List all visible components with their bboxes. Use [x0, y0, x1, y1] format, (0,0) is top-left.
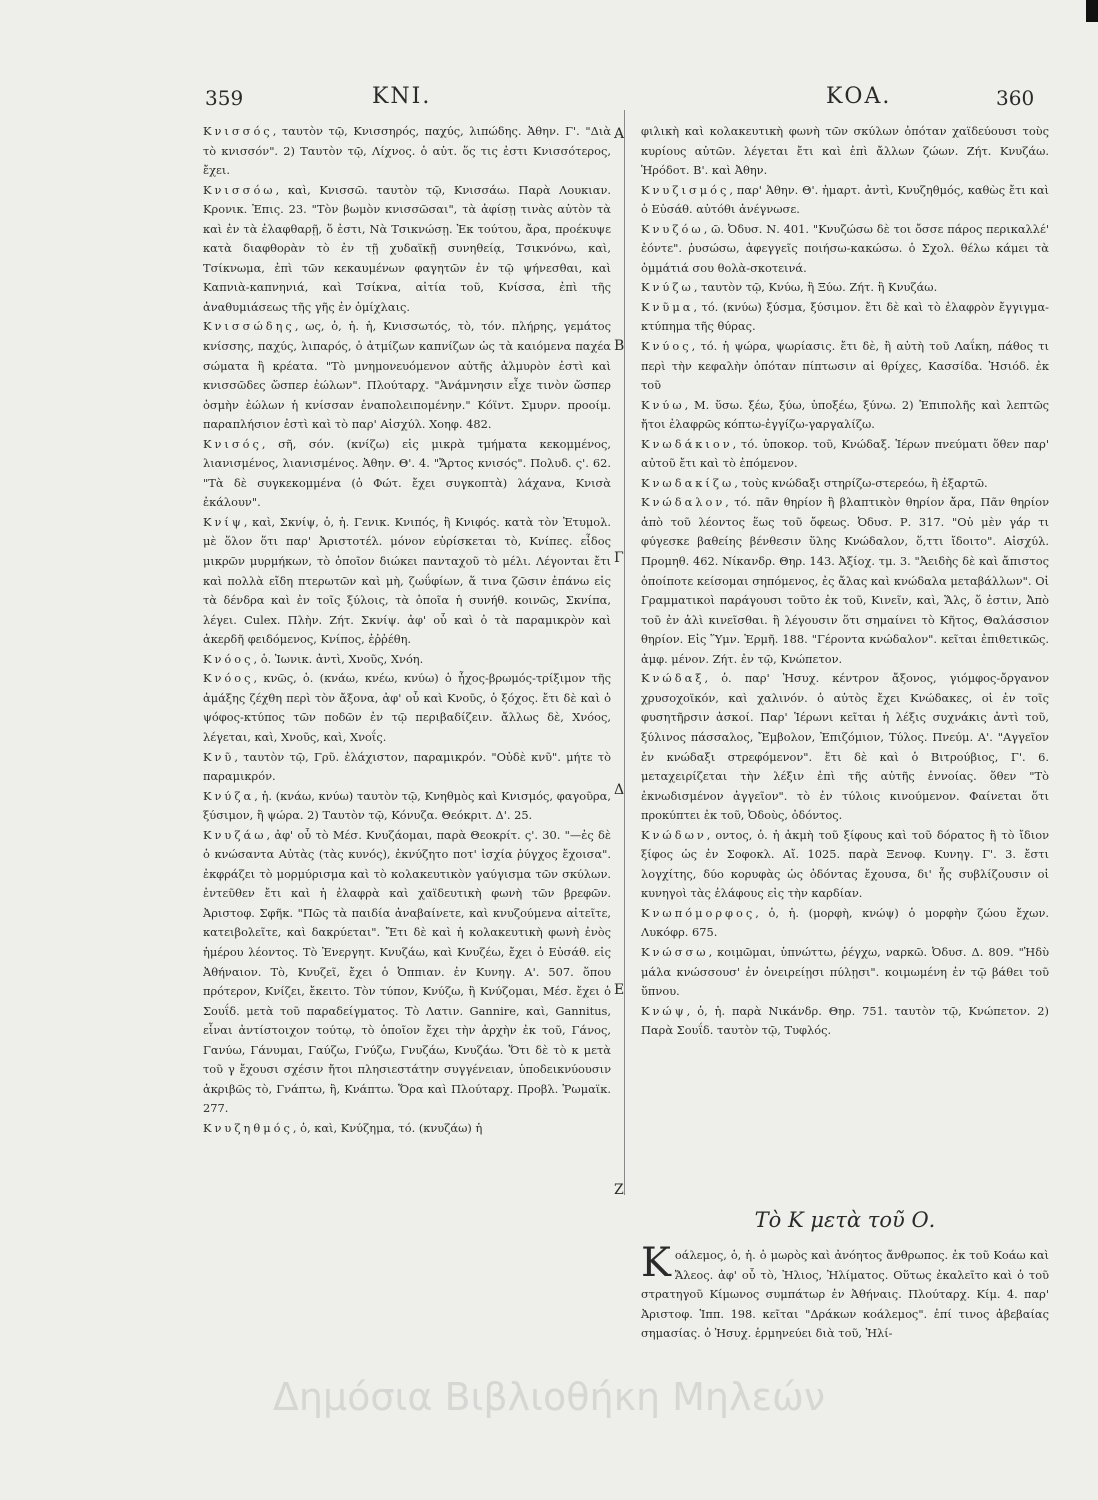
headword: Κνόος	[203, 671, 254, 686]
dictionary-entry	[641, 1002, 1049, 1041]
left-page-number: 359	[205, 86, 244, 110]
headword: Κνυζόω	[641, 221, 704, 236]
margin-letter: Γ	[614, 550, 624, 566]
headword: Κνώδαξ	[641, 671, 705, 686]
definition: , ῶ. Ὀδυσ. Ν. 401. "Κνυζώσω δὲ τοι ὄσσε πάρος περικαλλέ' ἐόντε". ῥυσώσω, ἀφεγγεῖς ποιήσω-κακώσω. ὁ Σχολ. θέλω κάμει τὰ ὀμμάτιά σου θολὰ-σκοτεινά.	[641, 221, 1049, 275]
margin-letter: Β	[614, 338, 625, 354]
definition: , ως, ὁ, ἡ. ἡ, Κνισσωτός, τὸ, τόν. πλήρης, γεμάτος κνίσσης, παχύς, λιπαρός, ὁ ἀτμίζων καπνίζων ὡς τὰ καιόμενα παχέα σώματα ἢ κρέατα. "Τὸ μνημονευόμενον αὐτῆς ἀλμυρὸν ἐστὶ καὶ κνισσῶδες ὥσπερ ἐώλων". Πλούταρχ. "Ἀνάμνησιν εἶχε τινὸν ὥσπερ ὀσμὴν ἐώλων ἡ κνίσσαν ἐναπολειπομένην." Κόϊντ. Σμυρν. προοίμ. παραπλήσιον ἐστὶ καὶ τὸ παρ' Αἰσχύλ. Χοηφ. 482.	[203, 319, 611, 432]
dictionary-entry	[641, 220, 1049, 279]
dictionary-entry	[203, 317, 611, 434]
dictionary-entry	[641, 181, 1049, 220]
definition: , ἀφ' οὗ τὸ Μέσ. Κνυζάομαι, παρὰ Θεοκρίτ. ς'. 30. "—ἐς δὲ ὁ κνώσαντα Αὐτὰς (τὰς κυνός), ἐκνύζητο ποτ' ἰσχία ῥύγχος ἔχοισα". ἐκφράζει τὸ μορμύρισμα καὶ τὸ κολακευτικὸν γαύγισμα τῶν σκύλων. ἐντεῦθεν ἔτι καὶ ἡ ἐλαφρὰ καὶ χαϊδευτικὴ φωνὴ τῶν βρεφῶν. Ἀριστοφ. Σφῆκ. "Πῶς τὰ παιδία ἀναβαίνετε, καὶ κνυζούμενα αἰτεῖτε, κατειβολεῖτε, καὶ δακρύεται". Ἔτι δὲ καὶ ἡ κολακευτικὴ φωνὴ ἐνὸς ἡμέρου λέοντος. Τὸ Ἐνεργητ. Κνυζάω, καὶ Κνυζέω, ἔχει ὁ Εὐσάθ. εἰς Ἀθήναιον. Τὸ, Κνυζεῖ, ἔχει ὁ Ὀππιαν. ἐν Κυνηγ. Α'. 507. ὅπου πρότερον, Κνίζει, ἔκειτο. Τὸν τύπον, Κνύζω, ἢ Κνύζομαι, Μέσ. ἔχει ὁ Σουΐδ. μετὰ τοῦ παραδείγματος. Τὸ Λατιν. Gannire, καὶ, Gannitus, εἶναι ἀντίστοιχον τούτῳ, τὸ ὁποῖον ἔχει τὴν ἀρχὴν ἐκ τοῦ, Γάνος, Γανύω, Γάνυμαι, Γαύζω, Γνύζω, Γνυζάω, Κνυζάω. Ὅτι δὲ τὸ κ μετὰ τοῦ γ ἔχουσι σχέσιν ἤτοι πλησιεστάτην συγγένειαν, ὑποδεικνύουσιν ἀκριβῶς τὸ, Γνάπτω, ἢ, Κνάπτω. Ὅρα καὶ Πλούταρχ. Προβλ. Ῥωμαϊκ. 277.	[203, 827, 611, 1116]
dictionary-entry	[641, 904, 1049, 943]
dictionary-entry	[203, 122, 611, 181]
dictionary-entry	[203, 181, 611, 318]
definition: , τό. πᾶν θηρίον ἢ βλαπτικὸν θηρίον ἄρα, Πᾶν θηρίον ἀπὸ τοῦ λέοντος ἕως τοῦ ὄφεως. Ὀδυσ. Ρ. 317. "Οὐ μὲν γάρ τι φύγεσκε βαθείης βένθεσιν ὕλης Κνώδαλον, ὅ,ττι ἴδοιτο". Αἰσχύλ. Προμηθ. 462. Νίκανδρ. Θηρ. 143. Ἀξίοχ. τμ. 3. "Ἀειδὴς δὲ καὶ ἄπιστος ὁποίποτε κείσομαι σηπόμενος, ἐς ἄλας καὶ κνώδαλα μεταβάλλων". Οἱ Γραμματικοὶ παράγουσι τοῦτο ἐκ τοῦ, Κινεῖν, καὶ, Ἅλς, ὅ ἐστιν, Ἀπὸ τοῦ ἐν ἁλὶ κινεῖσθαι. ἢ λέγουσιν ὅτι σημαίνει τὸ Κῆτος, Θαλάσσιον θηρίον. Εἰς Ὕμν. Ἑρμῆ. 188. "Γέροντα κνώδαλον". κεῖται ἐπιθετικῶς. ἀμφ. μένον. Ζήτ. ἐν τῷ, Κνώπετον.	[641, 495, 1049, 666]
right-page-number: 360	[996, 86, 1035, 110]
definition: , ὁ, ἡ. (μορφὴ, κνώψ) ὁ μορφὴν ζώου ἔχων. Λυκόφρ. 675.	[641, 905, 1049, 940]
definition: , τό. ἡ ψώρα, ψωρίασις. ἔτι δὲ, ἢ αὐτὴ τοῦ Λαΐκη, πάθος τι περὶ τὴν κεφαλὴν ὁπόταν πίπτωσιν αἱ θρίχες, Κασσίδα. Ἡσιόδ. ἐκ τοῦ	[641, 339, 1049, 393]
definition: , ὁ, ἡ. παρὰ Νικάνδρ. Θηρ. 751. ταυτὸν τῷ, Κνώπετον. 2) Παρὰ Σουΐδ. ταυτὸν τῷ, Τυφλός.	[641, 1003, 1049, 1038]
definition: , οντος, ὁ. ἡ ἀκμὴ τοῦ ξίφους καὶ τοῦ δόρατος ἢ τὸ ἴδιον ξίφος ὡς ἐν Σοφοκλ. Αἴ. 1025. παρὰ Ξενοφ. Κυνηγ. Γ'. 3. ἔστι λογχίτης, δύο κορυφὰς ὡς ὀδόντας ἔχουσα, δι' ἧς συβλίζουσιν οἱ κυνηγοὶ τὰς ἐλάφους εἰς τὴν καρδίαν.	[641, 827, 1049, 901]
headword: Κνίψ	[203, 514, 244, 529]
dictionary-entry	[641, 826, 1049, 904]
dictionary-entry	[641, 122, 1049, 181]
dictionary-entry	[641, 474, 1049, 494]
definition: , ὁ, καὶ, Κνύζημα, τό. (κνυζάω) ἡ	[292, 1120, 483, 1135]
headword: Κνώσσω	[641, 944, 709, 959]
dictionary-entry	[203, 513, 611, 650]
headword: Κνυζηθμός	[203, 1120, 293, 1135]
dictionary-entry	[641, 435, 1049, 474]
headword: Κνώψ	[641, 1003, 687, 1018]
dictionary-entry	[641, 669, 1049, 825]
headword: Κνυζισμός	[641, 182, 730, 197]
library-watermark: Δημόσια Βιβλιοθήκη Μηλεών	[272, 1375, 826, 1419]
right-running-head: ΚΟΑ.	[826, 84, 892, 109]
margin-letter: Ε	[614, 982, 625, 998]
dictionary-entry	[641, 337, 1049, 396]
headword: Κνύος	[641, 339, 692, 354]
definition: , ὁ. Ἰωνικ. ἀντὶ, Χνοῦς, Χνόη.	[253, 651, 424, 666]
section-first-entry	[641, 1240, 1049, 1344]
definition: , ταυτὸν τῷ, Κνισσηρός, παχύς, λιπώδης. Ἀθην. Γ'. "Διὰ τὸ κνισσόν". 2) Ταυτὸν τῷ, Λίχνος. ὁ αὐτ. ὅς τις ἐστι Κνισσότερος, ἔχει.	[203, 124, 611, 178]
margin-letter: Ζ	[614, 1182, 624, 1198]
headword: Κνύω	[641, 397, 685, 412]
definition: , καὶ, Κνισσῶ. ταυτὸν τῷ, Κνισσάω. Παρὰ Λουκιαν. Κρονικ. Ἐπις. 23. "Τὸν βωμὸν κνισσῶσαι", τὰ ἀφίσῃ τινὰς αὐτὸν τὰ καὶ ἐν τὰ ἐλαφθαρῇ, ὅ ἐστι, Νὰ Τσικνώσῃ. Ἐκ τούτου, ἄρα, προέκυψε κατὰ διαφθορὰν τὸ ἐν τῇ χυδαϊκῇ συνηθείᾳ, Τσικνόνω, καὶ, Τσίκνωμα, ἐπὶ τῶν κεκαυμένων φαγητῶν ἐν τῷ ψήνεσθαι, καὶ Καπνιὰ-καπνηνιά, καὶ Τσίκνα, αἰτία τοῦ, Κνίσσα, ἐπὶ τῆς ἀναθυμιάσεως τῆς γῆς ἐν ὁμίχλαις.	[203, 182, 611, 314]
headword: Κνόος	[203, 651, 254, 666]
dictionary-entry	[203, 669, 611, 747]
definition: , καὶ, Σκνίψ, ὁ, ἡ. Γενικ. Κνιπός, ἢ Κνιφός. κατὰ τὸν Ἐτυμολ. μὲ ὅλον ὅτι παρ' Ἀριστοτέλ. μόνον εὑρίσκεται τὸ, Κνίπες. εἶδος μικρῶν μυρμήκων, τὸ ὁποῖον διώκει πανταχοῦ τὸ μέλι. Λέγονται ἔτι καὶ πολλὰ εἴδη πτερωτῶν καὶ μὴ, ζωΰφίων, ἅ τινα ζῶσιν ἐπάνω εἰς τὰ δένδρα καὶ ἐν τοῖς ξύλοις, τὰ ὁποῖα ἡ συνήθ. κοινῶς, Σκνίπα, λέγει. Culex. Πλὴν. Ζήτ. Σκνίψ. ἀφ' οὗ καὶ ὁ τὰ παραμικρὸν καὶ ἀκερδῆ φειδόμενος, Κνίπος, ἐῤῥέθη.	[203, 514, 611, 647]
dictionary-entry	[641, 493, 1049, 669]
dictionary-entry	[641, 396, 1049, 435]
headword: Κνύζω	[641, 280, 694, 295]
definition: , κοιμῶμαι, ὑπνώττω, ῥέγχω, ναρκῶ. Ὀδυσ. Δ. 809. "Ἡδὺ μάλα κνώσσουσ' ἐν ὀνειρείῃσι πύλῃσι". κοιμωμένη ἐν τῷ βάθει τοῦ ὕπνου.	[641, 944, 1049, 999]
headword: Κνῦ	[203, 749, 235, 764]
headword: Κνισός	[203, 436, 262, 451]
dictionary-entry	[203, 1119, 611, 1139]
definition: φιλικὴ καὶ κολακευτικὴ φωνὴ τῶν σκύλων ὁπόταν χαϊδεύουσι τοὺς κυρίους αὐτῶν. λέγεται ἔτι καὶ ἐπὶ ἄλλων ζώων. Ζήτ. Κνυζάω. Ἡρόδοτ. Β'. καὶ Ἀθην.	[641, 124, 1049, 178]
dictionary-entry	[203, 826, 611, 1119]
section-title: Τὸ Κ μετὰ τοῦ Ο.	[754, 1208, 936, 1232]
definition: , παρ' Ἀθην. Θ'. ἡμαρτ. ἀντὶ, Κνυζηθμός, καθὼς ἔτι καὶ ὁ Εὐσάθ. αὐτόθι ἀνέγνωσε.	[641, 182, 1049, 217]
dictionary-entry	[203, 748, 611, 787]
headword: Κνισσόω	[203, 182, 276, 197]
margin-letter: Δ	[614, 782, 625, 798]
headword: Κνύζα	[203, 788, 255, 803]
dictionary-entry	[203, 435, 611, 513]
headword: Κνῦμα	[641, 299, 694, 314]
definition: οάλεμος, ὁ, ἡ. ὁ μωρὸς καὶ ἀνόητος ἄνθρωπος. ἐκ τοῦ Κοάω καὶ Ἄλεος. ἀφ' οὗ τὸ, Ἠλιος, Ἠλίματος. Οὕτως ἐκαλεῖτο καὶ ὁ τοῦ στρατηγοῦ Κίμωνος συμπάτωρ ἐν Ἀθήναις. Πλούταρχ. Κίμ. 4. παρ' Ἀριστοφ. Ἱππ. 198. κεῖται "Δράκων κοάλεμος". ἐπί τινος ἀβεβαίας σημασίας. ὁ Ἡσυχ. ἑρμηνεύει διὰ τοῦ, Ἠλί-	[641, 1248, 1049, 1341]
definition: , Μ. ὕσω. ξέω, ξύω, ὑποξέω, ξύνω. 2) Ἐπιπολῆς καὶ λεπτῶς ἤτοι ἐλαφρῶς κόπτω-ἐγγίζω-γαργαλίζω.	[641, 397, 1049, 432]
dictionary-entry	[641, 298, 1049, 337]
headword: Κνώδων	[641, 827, 707, 842]
headword: Κνισσώδης	[203, 319, 295, 334]
headword: Κνωδάκιον	[641, 436, 733, 451]
definition: , τό. (κνύω) ξύσμα, ξύσιμον. ἔτι δὲ καὶ τὸ ἐλαφρὸν ἔγγιγμα-κτύπημα τῆς θύρας.	[641, 299, 1049, 334]
dictionary-entry	[641, 943, 1049, 1002]
definition: , τοὺς κνώδαξι στηρίζω-στερεόω, ἢ ἐξαρτῶ.	[734, 475, 988, 490]
scan-edge-mark	[1086, 0, 1098, 22]
definition: , κνῶς, ὁ. (κνάω, κνέω, κνύω) ὁ ἦχος-βρωμός-τρίξιμον τῆς ἁμάξης ζέχθη περὶ τὸν ἄξονα, ἀφ' οὗ καὶ Κνοῦς, ὁ ξόχος. ἔτι δὲ καὶ ὁ ψόφος-κτύπος τῶν ποδῶν ἐν τῷ περιβαδίζειν. ἄλλως δὲ, Χνόος, λέγεται, καὶ, Χνοῦς, καὶ, Χνοΐς.	[203, 671, 611, 744]
left-running-head: ΚΝΙ.	[372, 84, 432, 109]
right-column	[641, 122, 1049, 1041]
dictionary-entry	[203, 787, 611, 826]
drop-cap-initial: Κ	[641, 1240, 671, 1286]
definition: , ταυτὸν τῷ, Γρῦ. ἐλάχιστον, παραμικρόν. "Οὐδὲ κνῦ". μήτε τὸ παραμικρόν.	[203, 749, 611, 784]
headword: Κνωπόμορφος	[641, 905, 756, 920]
definition: , σῆ, σόν. (κνίζω) εἰς μικρὰ τμήματα κεκομμένος, λιανισμένος, λιανισμένος. Ἀθην. Θ'. 4. "Ἄρτος κνισός". Πολυδ. ς'. 62. "Τὰ δὲ συγκεκομμένα (ὁ Φώτ. ἔχει συγκοπτὰ) λάχανα, Κνισὰ ἐκάλουν".	[203, 436, 611, 510]
definition: , ἡ. (κνάω, κνύω) ταυτὸν τῷ, Κνηθμὸς καὶ Κνισμός, φαγοῦρα, ξύσιμον, ἢ ψώρα. 2) Ταυτὸν τῷ, Κόνυζα. Θεόκριτ. Δ'. 25.	[203, 788, 611, 823]
definition: , τό. ὑποκορ. τοῦ, Κνώδαξ. Ἱέρων πνεύματι ὅθεν παρ' αὐτοῦ ἔτι καὶ τὸ ἐπόμενον.	[641, 436, 1049, 471]
definition: , ταυτὸν τῷ, Κνύω, ἢ Ξύω. Ζήτ. ἢ Κνυζάω.	[693, 280, 938, 295]
definition: , ὁ. παρ' Ἡσυχ. κέντρον ἄξονος, γιόμφος-ὄργανον χρυσοχοϊκόν, καὶ χαλινόν. ὁ αὐτὸς ἔχει Κνώδακες, οἱ ἐν τοῖς φυσητῆρσιν ἀσκοί. Παρ' Ἱέρωνι κεῖται ἡ λέξις συχνάκις ἀντὶ τοῦ, ξύλινος πάσσαλος, Ἔμβολον, Ἐπιζόμιον, Τύλος. Πνεύμ. Α'. "Αγγεῖον ἐν κνώδαξι στρεφόμενον". ἔτι δὲ καὶ ὁ Βιτρούβιος, Γ'. 6. μεταχειρίζεται τὴν λέξιν ἐπὶ τῆς αὐτῆς ἐννοίας. ὅθεν "Τὸ ἐκνωδισμένον ἀγγεῖον". τὸ ἐν τύλοις κινούμενον. Φαίνεται ὅτι προκύπτει ἐκ τοῦ, Ὀδοὺς, ὀδόντος.	[641, 671, 1049, 823]
left-column	[203, 122, 611, 1138]
headword: Κνωδακίζω	[641, 475, 735, 490]
dictionary-entry	[203, 650, 611, 670]
headword: Κνώδαλον	[641, 495, 726, 510]
dictionary-entry	[641, 278, 1049, 298]
margin-letter: Α	[614, 126, 625, 142]
headword: Κνισσός	[203, 124, 273, 138]
headword: Κνυζάω	[203, 827, 267, 842]
column-divider	[624, 110, 625, 1195]
